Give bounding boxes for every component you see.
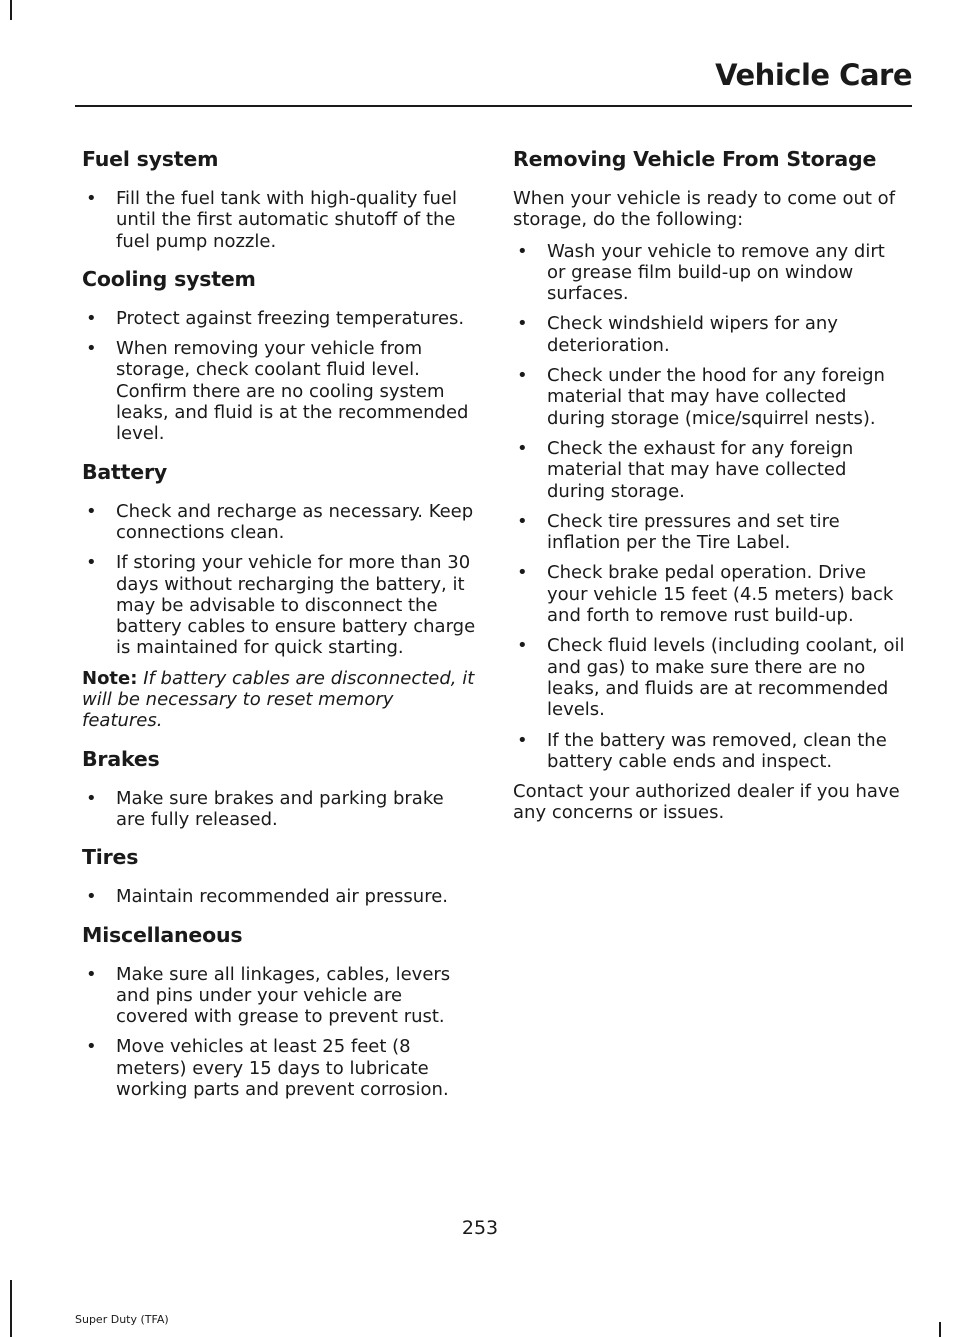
list-item-text: Check fluid levels (including coolant, oil and gas) to make sure there are no leaks, and fluids are at recommended levels.: [547, 635, 905, 721]
list-item: [513, 313, 908, 356]
list-item-text: Check the exhaust for any foreign material that may have collected during storage.: [547, 437, 854, 502]
heading-fuel-system: Fuel system: [82, 147, 219, 171]
list-item: [82, 308, 477, 329]
list-item-text: Maintain recommended air pressure.: [116, 886, 448, 908]
section-brakes: [82, 746, 477, 831]
list-brakes: [82, 788, 477, 831]
list-fuel-system: [82, 188, 477, 252]
crop-mark-top-left: [10, 0, 12, 20]
list-item-text: Check under the hood for any foreign material that may have collected during storage (mice/squirrel nests).: [547, 365, 885, 429]
section-battery: [82, 459, 477, 732]
battery-note: [82, 668, 477, 732]
bullet-mark: •: [86, 963, 97, 985]
page-header-title: Vehicle Care: [715, 58, 912, 92]
heading-cooling-system: Cooling system: [82, 266, 256, 291]
list-item: [82, 552, 477, 658]
list-removing-from-storage: [513, 241, 908, 773]
bullet-mark: •: [517, 729, 528, 751]
bullet-mark: •: [517, 313, 528, 335]
list-item-text: Check brake pedal operation. Drive your vehicle 15 feet (4.5 meters) back and forth to remove rust build-up.: [547, 562, 894, 627]
bullet-mark: •: [517, 510, 528, 532]
right-column: [513, 146, 908, 834]
section-fuel-system: [82, 146, 477, 252]
section-cooling-system: [82, 266, 477, 445]
heading-battery: Battery: [82, 459, 168, 484]
section-tires: [82, 844, 477, 907]
list-item: [82, 188, 477, 252]
header-rule: [75, 105, 912, 107]
list-item: [513, 562, 908, 626]
bullet-mark: •: [517, 240, 528, 262]
list-item-text: Wash your vehicle to remove any dirt or grease film build-up on window surfaces.: [547, 240, 885, 305]
list-item: [513, 511, 908, 554]
heading-removing-from-storage: Removing Vehicle From Storage: [513, 147, 877, 171]
list-item-text: If storing your vehicle for more than 30 days without recharging the battery, it may be advisable to disconnect the battery cables to ensure battery charge is maintained for quick starting.: [116, 552, 476, 659]
list-item-text: When removing your vehicle from storage, check coolant fluid level. Confirm there are no cooling system leaks, and fluid is at the recommended level.: [116, 338, 469, 445]
list-item-text: Make sure all linkages, cables, levers and pins under your vehicle are covered with grease to prevent rust.: [116, 963, 451, 1028]
list-tires: [82, 886, 477, 907]
crop-mark-bottom-right: [939, 1322, 941, 1337]
list-item-text: Protect against freezing temperatures.: [116, 307, 465, 329]
list-item: [82, 338, 477, 444]
list-item: [82, 886, 477, 907]
footer-model: Super Duty (TFA): [75, 1313, 169, 1326]
left-column: [82, 146, 477, 1109]
list-cooling-system: [82, 308, 477, 445]
list-item: [513, 730, 908, 773]
crop-mark-bottom-left: [10, 1280, 12, 1337]
list-item-text: Make sure brakes and parking brake are fully released.: [116, 787, 444, 830]
bullet-mark: •: [517, 562, 528, 584]
list-item: [82, 1036, 477, 1100]
section-miscellaneous: [82, 922, 477, 1101]
list-item: [513, 241, 908, 305]
list-item-text: Move vehicles at least 25 feet (8 meters) every 15 days to lubricate working parts and prevent corrosion.: [116, 1036, 449, 1101]
bullet-mark: •: [86, 787, 97, 809]
list-item: [82, 501, 477, 544]
heading-miscellaneous: Miscellaneous: [82, 922, 243, 947]
bullet-mark: •: [86, 500, 97, 522]
bullet-mark: •: [517, 365, 528, 387]
bullet-mark: •: [86, 1036, 97, 1058]
storage-closing: Contact your authorized dealer if you have any concerns or issues.: [513, 781, 900, 824]
list-item: [82, 964, 477, 1028]
list-battery: [82, 501, 477, 659]
heading-tires: Tires: [82, 845, 139, 870]
heading-brakes: Brakes: [82, 746, 160, 771]
bullet-mark: •: [517, 437, 528, 459]
page-number: 253: [461, 1217, 499, 1239]
list-miscellaneous: [82, 964, 477, 1101]
list-item-text: If the battery was removed, clean the battery cable ends and inspect.: [547, 729, 887, 772]
list-item-text: Fill the fuel tank with high-quality fuel until the first automatic shutoff of the fuel pump nozzle.: [116, 188, 457, 252]
note-label: Note:: [82, 667, 138, 689]
list-item: [513, 438, 908, 502]
list-item: [513, 635, 908, 720]
list-item: [82, 788, 477, 831]
bullet-mark: •: [86, 307, 97, 329]
bullet-mark: •: [86, 552, 97, 574]
list-item-text: Check tire pressures and set tire inflation per the Tire Label.: [547, 510, 840, 554]
storage-intro: When your vehicle is ready to come out of storage, do the following:: [513, 188, 896, 231]
note-text: If battery cables are disconnected, it will be necessary to reset memory features.: [82, 667, 475, 732]
bullet-mark: •: [517, 635, 528, 657]
bullet-mark: •: [86, 338, 97, 360]
bullet-mark: •: [86, 886, 97, 908]
list-item: [513, 365, 908, 429]
bullet-mark: •: [86, 188, 97, 209]
list-item-text: Check and recharge as necessary. Keep connections clean.: [116, 500, 474, 543]
list-item-text: Check windshield wipers for any deterioration.: [547, 313, 838, 356]
